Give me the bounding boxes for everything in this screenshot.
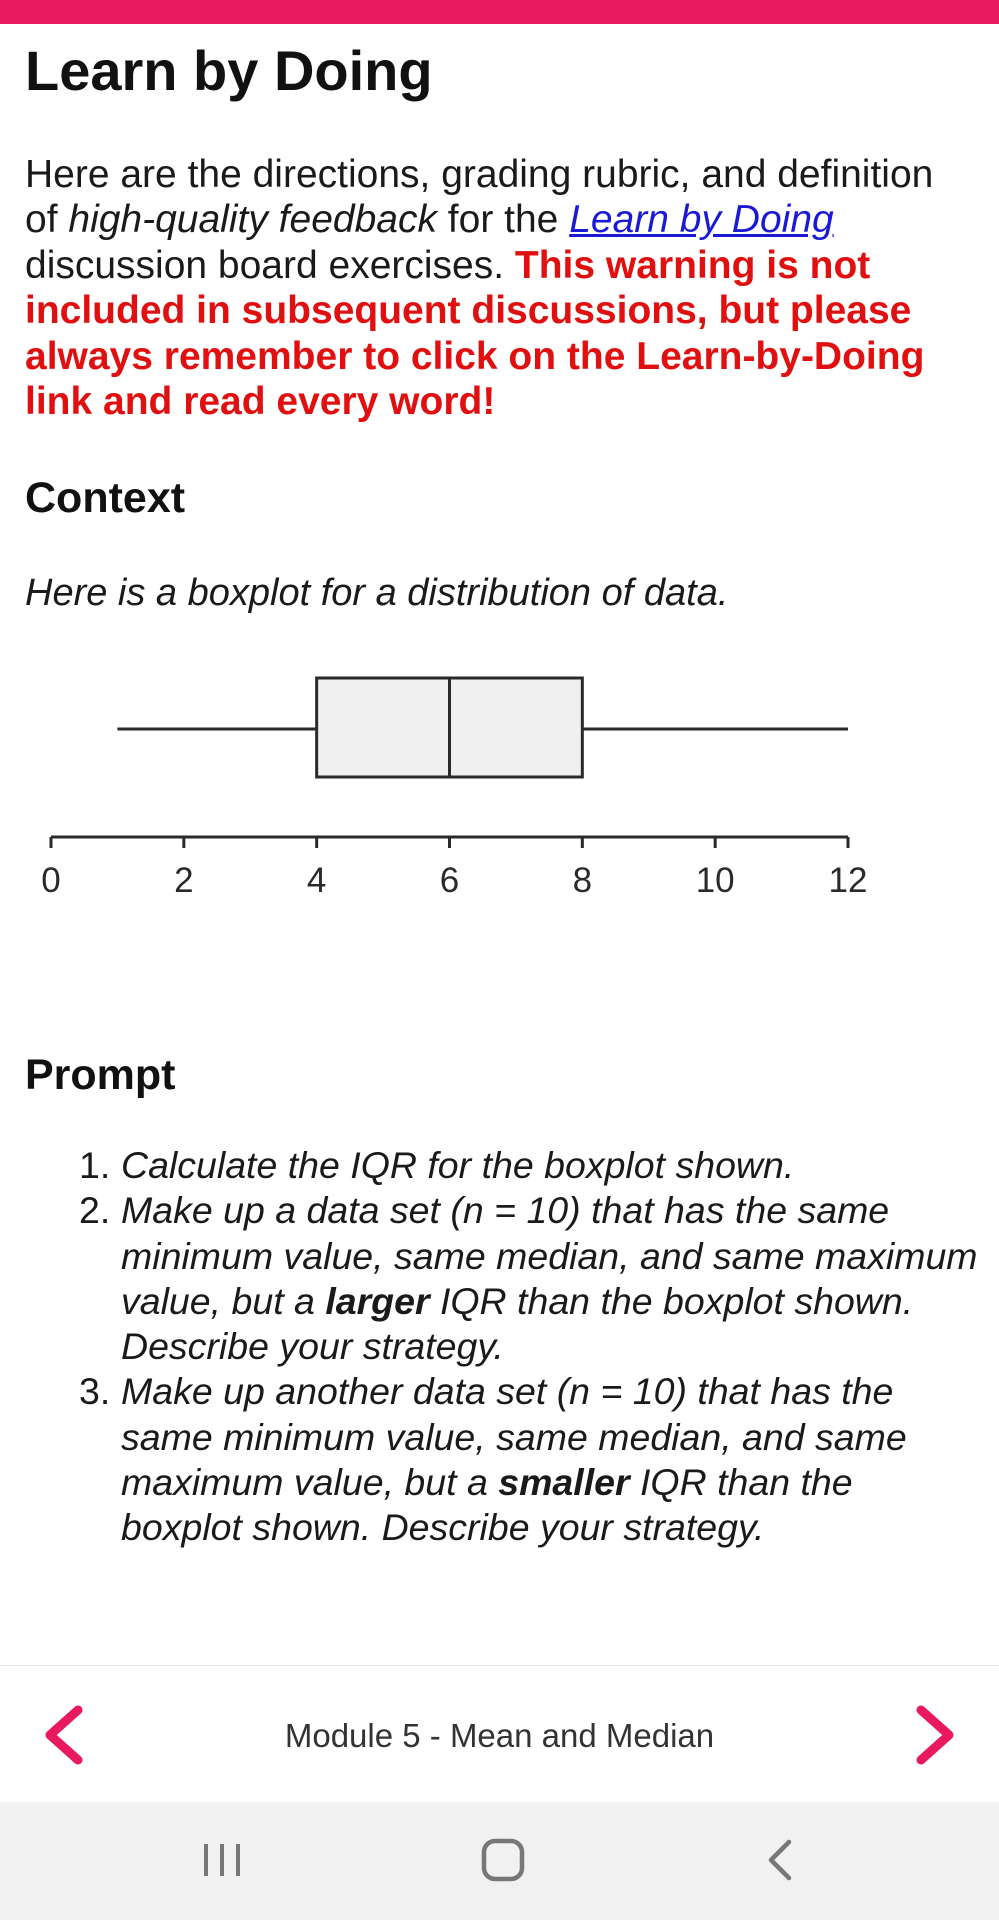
- home-icon[interactable]: [475, 1832, 531, 1888]
- x-axis-tick-label: 2: [174, 861, 194, 900]
- context-text: Here is a boxplot for a distribution of data.: [25, 572, 729, 614]
- warning-text: This warning is not included in subsequent discussions, but please always remember to click on the Learn-by-Doing link and read every word!: [25, 243, 925, 424]
- x-axis-tick-label: 8: [572, 861, 593, 900]
- prompt-heading: Prompt: [25, 1051, 176, 1099]
- prompt-item-number: 2.: [79, 1189, 111, 1232]
- prompt-item: [0, 1188, 999, 1369]
- intro-emphasis: high-quality feedback: [68, 198, 437, 242]
- system-navigation-bar: [0, 1802, 999, 1920]
- back-icon[interactable]: [755, 1832, 807, 1888]
- x-axis-tick-label: 4: [306, 861, 327, 900]
- recent-apps-icon[interactable]: [196, 1832, 248, 1888]
- x-axis-tick-label: 0: [41, 861, 61, 900]
- intro-paragraph: [25, 152, 975, 424]
- x-axis-tick-label: 10: [695, 861, 735, 900]
- boxplot-chart: [0, 640, 999, 960]
- intro-text-after: discussion board exercises.: [25, 243, 515, 287]
- prompt-item-bold: smaller: [498, 1461, 630, 1504]
- prompt-item-text: Make up a data set (n = 10) that has the same minimum value, same median, and same maximum value, but a: [121, 1189, 978, 1322]
- prompt-item: [0, 1143, 999, 1188]
- prompt-item: [0, 1369, 999, 1550]
- prompt-item-number: 3.: [79, 1370, 111, 1413]
- chevron-right-icon[interactable]: [897, 1700, 967, 1770]
- prompt-item-number: 1.: [79, 1144, 111, 1186]
- top-accent-bar: [0, 0, 999, 24]
- intro-text-before: Here are the directions, grading rubric, and definition of: [25, 153, 934, 242]
- module-nav-footer: [0, 1665, 999, 1803]
- context-heading: Context: [25, 474, 186, 522]
- chevron-left-icon[interactable]: [32, 1700, 102, 1770]
- prompt-item-bold: larger: [325, 1279, 430, 1322]
- intro-text-middle: for the: [436, 198, 570, 242]
- prompt-item-text: IQR than the boxplot shown. Describe your strategy.: [121, 1461, 853, 1549]
- page-title: Learn by Doing: [25, 39, 433, 102]
- prompt-list: [0, 1143, 999, 1551]
- module-title: Module 5 - Mean and Median: [284, 1717, 715, 1754]
- prompt-item-text: Make up another data set (n = 10) that has the same minimum value, same median, and same maximum value, but a: [121, 1370, 907, 1504]
- x-axis-tick-label: 6: [439, 861, 460, 900]
- prompt-item-text: Calculate the IQR for the boxplot shown.: [121, 1144, 795, 1186]
- x-axis-tick-label: 12: [828, 861, 868, 900]
- prompt-item-text: IQR than the boxplot shown. Describe your strategy.: [121, 1279, 914, 1368]
- learn-by-doing-link[interactable]: Learn by Doing: [569, 198, 834, 242]
